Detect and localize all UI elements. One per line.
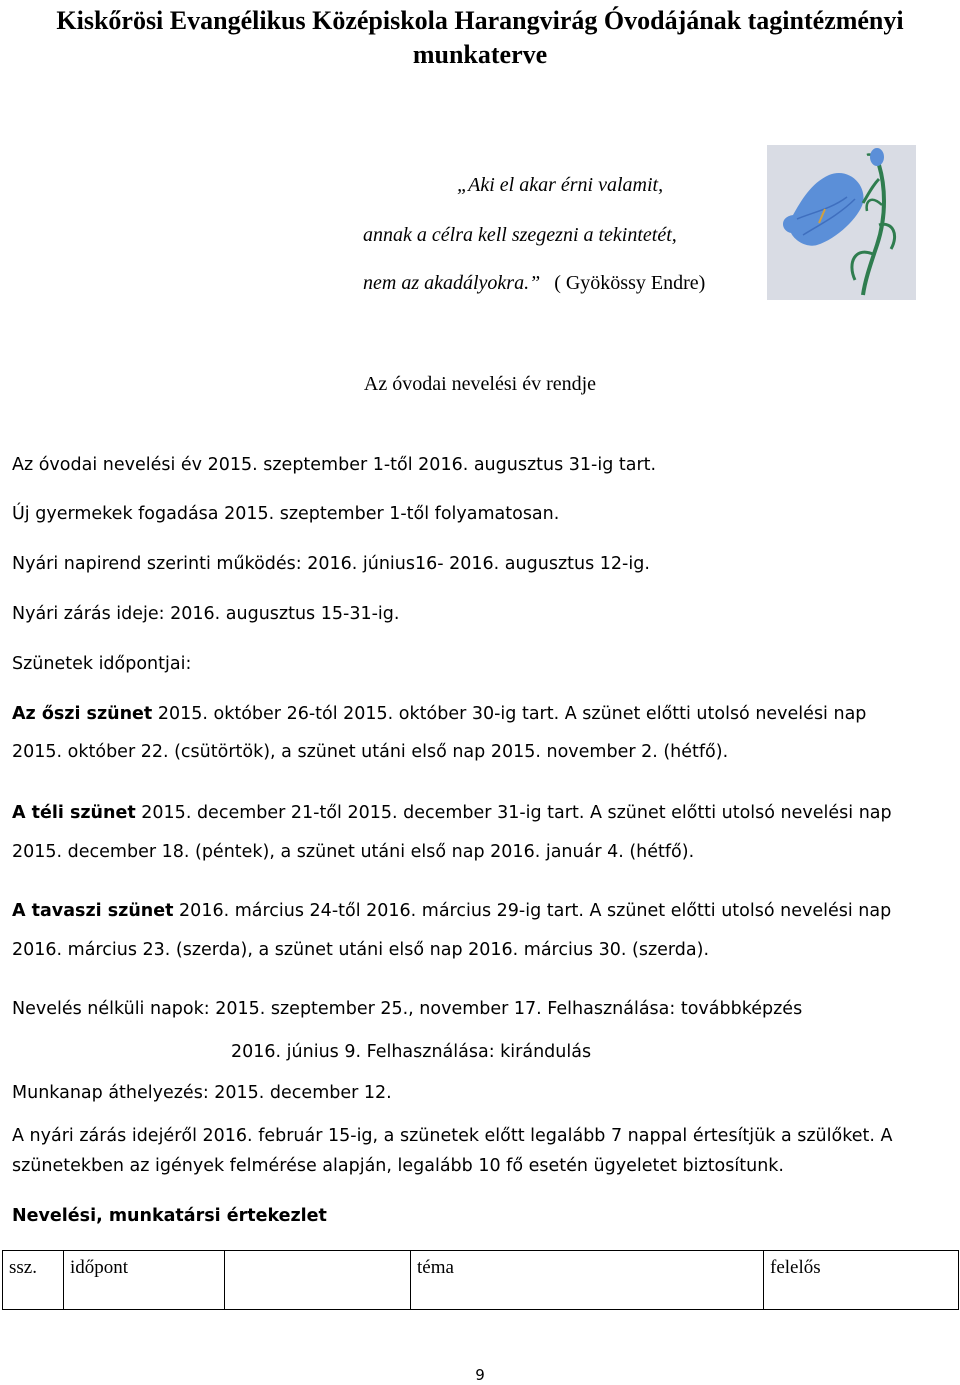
header-ssz: ssz. xyxy=(3,1251,64,1310)
quote-text: nem az akadályokra.” xyxy=(363,272,541,294)
autumn-break-line1 xyxy=(12,704,866,724)
notice-line2: szünetekben az igények felmérése alapján, legalább 10 fő esetén ügyeletet biztosítunk. xyxy=(12,1156,784,1176)
meeting-table xyxy=(2,1250,959,1310)
page-title-line1: Kiskőrösi Evangélikus Középiskola Harangvirág Óvodájának tagintézményi xyxy=(56,6,904,35)
spring-break-line1 xyxy=(12,901,891,921)
autumn-break-line2: 2015. október 22. (csütörtök), a szünet utáni első nap 2015. november 2. (hétfő). xyxy=(12,742,729,762)
winter-break-text: 2015. december 21-től 2015. december 31-ig tart. A szünet előtti utolsó nevelési nap xyxy=(135,803,892,823)
autumn-break-text: 2015. október 26-tól 2015. október 30-ig tart. A szünet előtti utolsó nevelési nap xyxy=(152,704,867,724)
header-blank xyxy=(225,1251,411,1310)
spring-break-label: A tavaszi szünet xyxy=(12,901,174,921)
header-idopont: időpont xyxy=(64,1251,225,1310)
table-header-row xyxy=(3,1251,959,1310)
page-title-line2: munkaterve xyxy=(412,40,548,69)
bellflower-icon xyxy=(767,145,916,300)
line-new-children: Új gyermekek fogadása 2015. szeptember 1-től folyamatosan. xyxy=(12,504,560,524)
winter-break-label: A téli szünet xyxy=(12,803,136,823)
line-year: Az óvodai nevelési év 2015. szeptember 1-től 2016. augusztus 31-ig tart. xyxy=(12,455,657,475)
meeting-heading: Nevelési, munkatársi értekezlet xyxy=(12,1206,327,1226)
quote-line2: annak a célra kell szegezni a tekintetét, xyxy=(363,224,677,246)
winter-break-line1 xyxy=(12,803,892,823)
winter-break-line2: 2015. december 18. (péntek), a szünet utáni első nap 2016. január 4. (hétfő). xyxy=(12,842,695,862)
header-tema: téma xyxy=(411,1251,764,1310)
non-teaching-line2: 2016. június 9. Felhasználása: kirándulás xyxy=(231,1042,592,1062)
spring-break-text: 2016. március 24-től 2016. március 29-ig tart. A szünet előtti utolsó nevelési nap xyxy=(173,901,892,921)
autumn-break-label: Az őszi szünet xyxy=(12,704,153,724)
notice-line1: A nyári zárás idejéről 2016. február 15-ig, a szünetek előtt legalább 7 nappal értesítjük a szülőket. A xyxy=(12,1126,893,1146)
quote-author: ( Gyökössy Endre) xyxy=(554,272,706,294)
page-number: 9 xyxy=(475,1366,485,1384)
line-summer-schedule: Nyári napirend szerinti működés: 2016. június16- 2016. augusztus 12-ig. xyxy=(12,554,650,574)
bellflower-image xyxy=(767,145,916,300)
line-summer-close: Nyári zárás ideje: 2016. augusztus 15-31-ig. xyxy=(12,604,400,624)
header-felelos: felelős xyxy=(764,1251,959,1310)
workday-shift: Munkanap áthelyezés: 2015. december 12. xyxy=(12,1083,392,1103)
non-teaching-line1: Nevelés nélküli napok: 2015. szeptember 25., november 17. Felhasználása: továbbképzés xyxy=(12,999,803,1019)
quote-line1: „Aki el akar érni valamit, xyxy=(457,174,664,196)
quote-line3 xyxy=(363,272,705,295)
section-heading: Az óvodai nevelési év rendje xyxy=(363,373,597,395)
spring-break-line2: 2016. március 23. (szerda), a szünet utáni első nap 2016. március 30. (szerda). xyxy=(12,940,710,960)
breaks-heading: Szünetek időpontjai: xyxy=(12,654,192,674)
